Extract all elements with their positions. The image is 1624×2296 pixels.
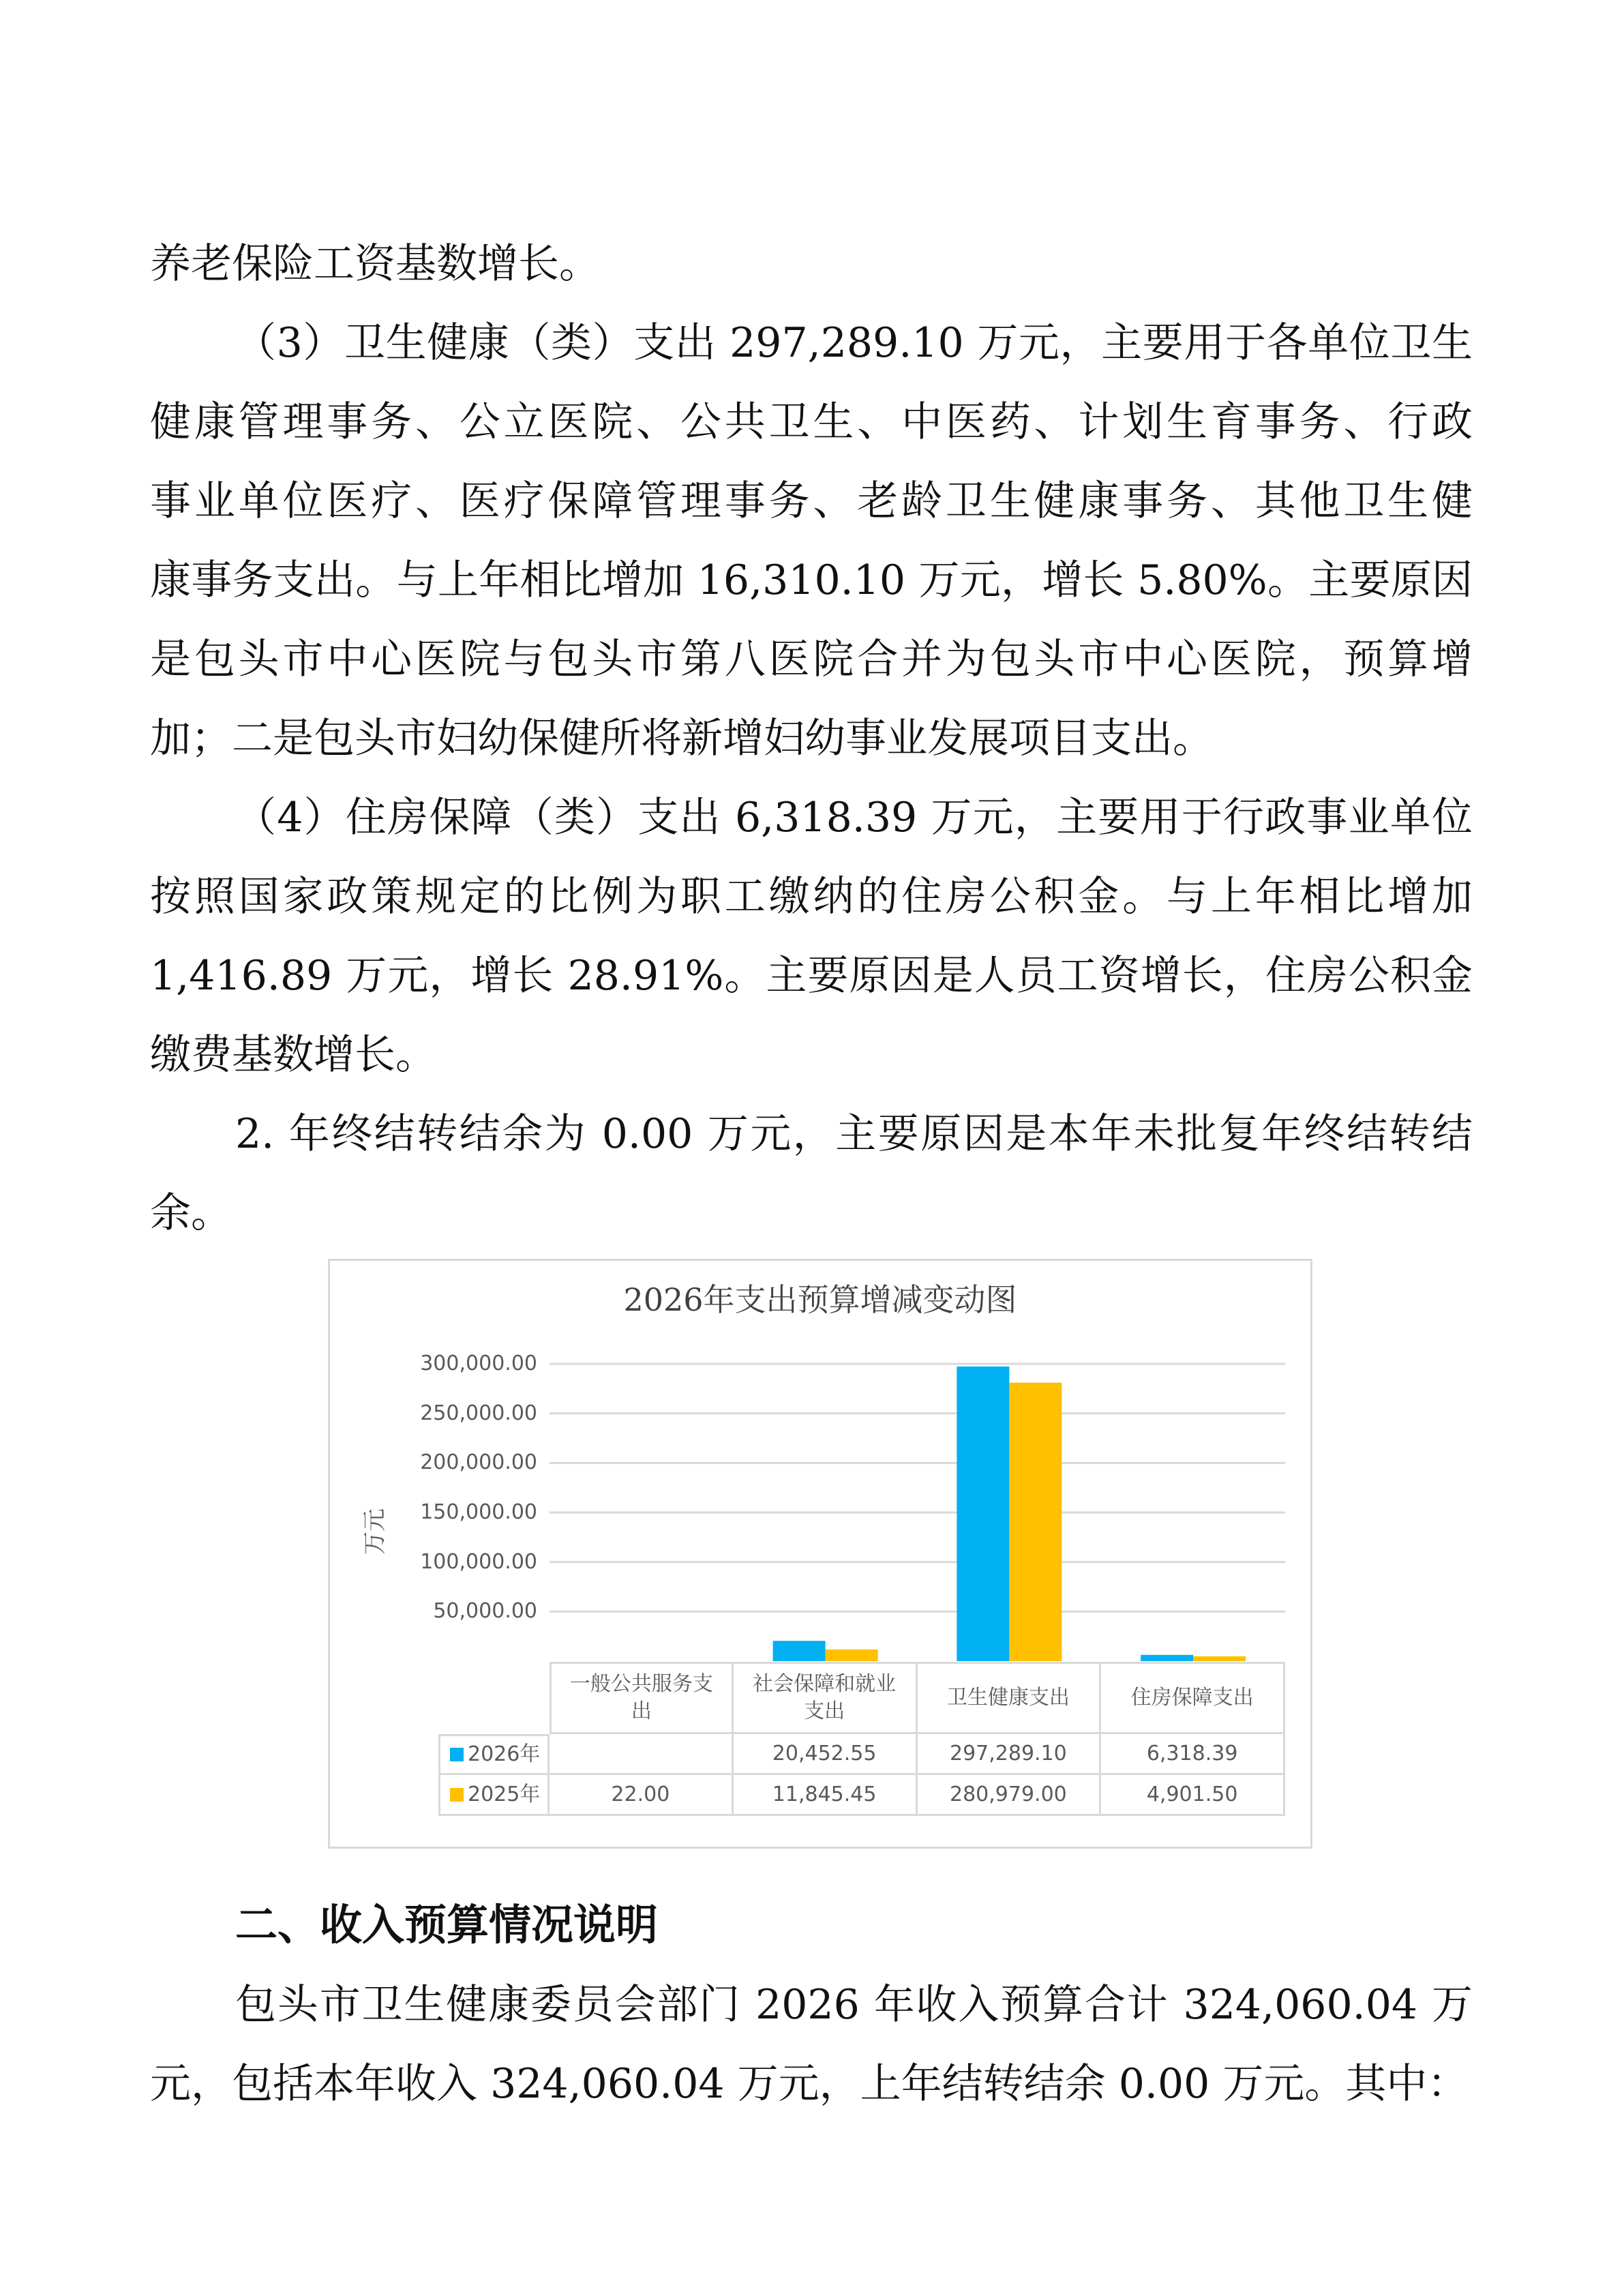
data-label: 280,979.00 bbox=[918, 1775, 1102, 1816]
data-label: 4,901.50 bbox=[1101, 1775, 1285, 1816]
paragraph-line: 事业单位医疗、医疗保障管理事务、老龄卫生健康事务、其他卫生健 bbox=[150, 477, 1473, 525]
paragraph-line: 养老保险工资基数增长。 bbox=[150, 240, 600, 288]
data-label: 22.00 bbox=[550, 1775, 734, 1816]
paragraph-line: 是包头市中心医院与包头市第八医院合并为包头市中心医院，预算增 bbox=[150, 636, 1473, 683]
y-tick-label: 150,000.00 bbox=[420, 1500, 537, 1524]
y-tick-label: 100,000.00 bbox=[420, 1549, 537, 1574]
category-label bbox=[918, 1662, 1102, 1734]
y-tick-label: 200,000.00 bbox=[420, 1450, 537, 1475]
paragraph-line: 加；二是包头市妇幼保健所将新增妇幼事业发展项目支出。 bbox=[150, 715, 1214, 762]
category-label-part: 社会保障和就业 bbox=[753, 1672, 897, 1696]
category-label-part: 出 bbox=[631, 1699, 652, 1723]
y-tick-label: 50,000.00 bbox=[433, 1599, 537, 1624]
paragraph-line: 康事务支出。与上年相比增加 16,310.10 万元，增长 5.80%。主要原因 bbox=[150, 556, 1473, 604]
category-label-part: 住房保障支出 bbox=[1130, 1686, 1254, 1710]
category-label-part: 卫生健康支出 bbox=[946, 1686, 1070, 1710]
y-tick-label: 250,000.00 bbox=[420, 1401, 537, 1425]
data-label: 6,318.39 bbox=[1101, 1734, 1285, 1775]
paragraph-line: （3）卫生健康（类）支出 297,289.10 万元，主要用于各单位卫生 bbox=[235, 319, 1473, 367]
y-axis-label: 万元 bbox=[361, 1508, 389, 1555]
paragraph-line: 健康管理事务、公立医院、公共卫生、中医药、计划生育事务、行政 bbox=[150, 398, 1473, 446]
category-label bbox=[1101, 1662, 1285, 1734]
section-heading: 二、收入预算情况说明 bbox=[235, 1900, 659, 1950]
paragraph-line: 缴费基数增长。 bbox=[150, 1031, 436, 1079]
legend-entry bbox=[438, 1775, 550, 1816]
paragraph-line: 1,416.89 万元，增长 28.91%。主要原因是人员工资增长，住房公积金 bbox=[150, 952, 1473, 1000]
legend-swatch-icon bbox=[450, 1788, 464, 1802]
category-label-part: 一般公共服务支 bbox=[569, 1672, 713, 1696]
income-paragraph-line: 包头市卫生健康委员会部门 2026 年收入预算合计 324,060.04 万 bbox=[235, 1981, 1473, 2029]
data-label bbox=[550, 1734, 734, 1775]
legend-label: 2026年 bbox=[468, 1742, 541, 1766]
income-paragraph-line: 元，包括本年收入 324,060.04 万元，上年结转结余 0.00 万元。其中： bbox=[150, 2060, 1469, 2108]
data-label: 297,289.10 bbox=[918, 1734, 1102, 1775]
paragraph-line: （4）住房保障（类）支出 6,318.39 万元，主要用于行政事业单位 bbox=[235, 794, 1473, 841]
paragraph-line: 按照国家政策规定的比例为职工缴纳的住房公积金。与上年相比增加 bbox=[150, 873, 1473, 921]
legend-entry bbox=[438, 1734, 550, 1775]
data-label: 11,845.45 bbox=[734, 1775, 918, 1816]
legend-swatch-icon bbox=[450, 1748, 464, 1761]
category-label-part: 支出 bbox=[804, 1699, 845, 1723]
category-label bbox=[550, 1662, 734, 1734]
category-label bbox=[734, 1662, 918, 1734]
legend-label: 2025年 bbox=[468, 1782, 541, 1806]
paragraph-line: 余。 bbox=[150, 1189, 232, 1237]
paragraph-line: 2. 年终结转结余为 0.00 万元，主要原因是本年未批复年终结转结 bbox=[235, 1110, 1473, 1158]
data-label: 20,452.55 bbox=[734, 1734, 918, 1775]
chart-title: 2026年支出预算增减变动图 bbox=[623, 1281, 1017, 1318]
y-tick-label: 300,000.00 bbox=[420, 1352, 537, 1375]
